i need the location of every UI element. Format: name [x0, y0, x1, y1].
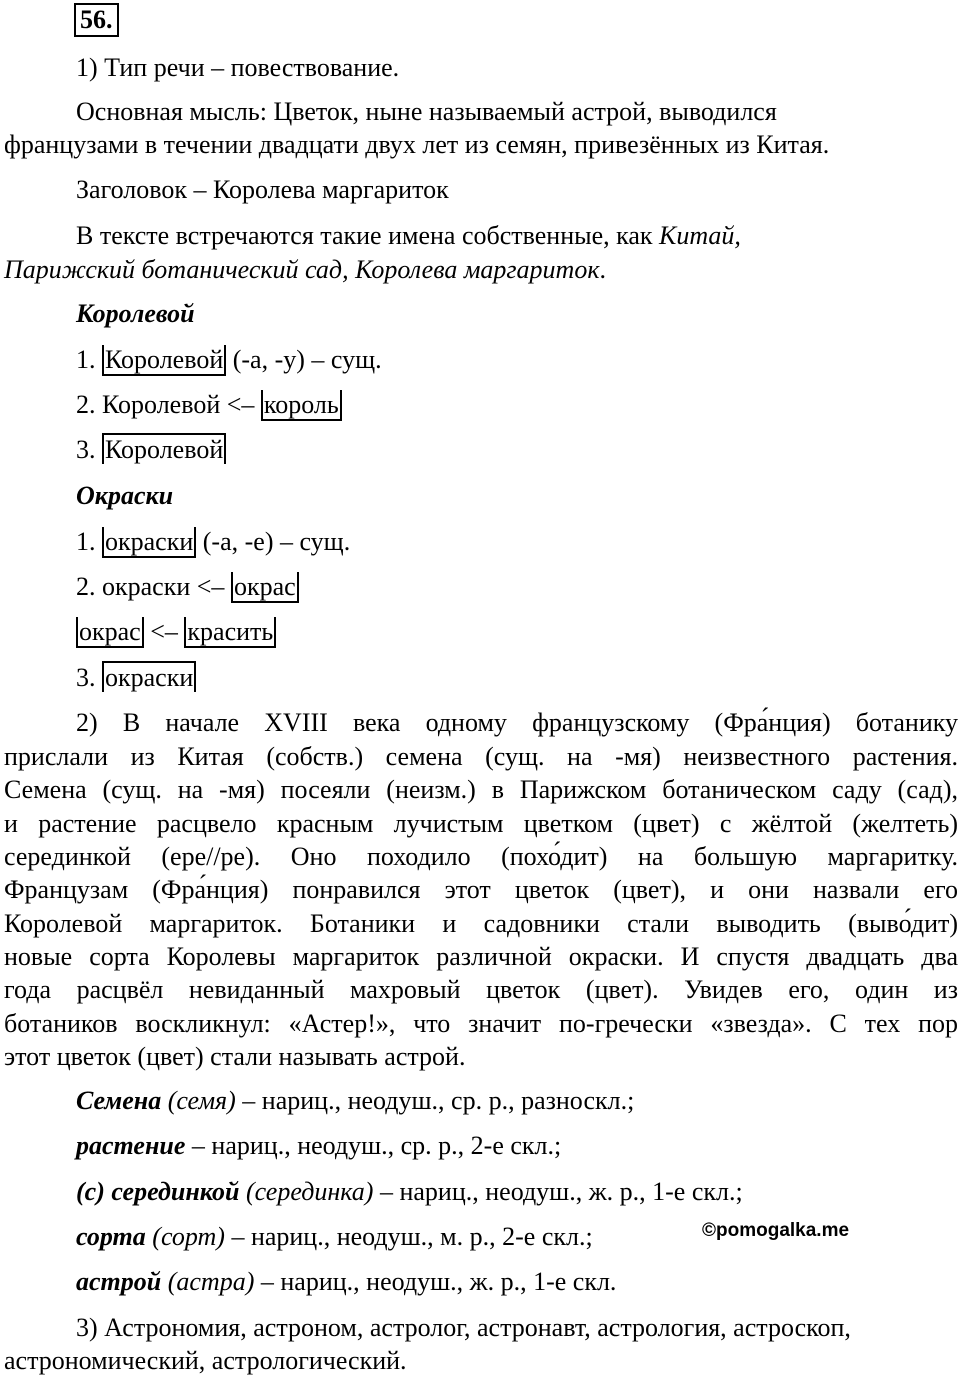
part2-line-6: Французам (Фра́нция) понравился этот цветок (цвет), и они назвали его [4, 875, 958, 904]
proper-names-list: Парижский ботанический сад, Королева маргариток [4, 255, 600, 284]
step-number: 1. [76, 345, 96, 374]
word2-step1-word: окраски [102, 527, 196, 558]
word1-step1 [76, 344, 382, 376]
speech-type: 1) Тип речи – повествование. [76, 53, 400, 82]
morph-description: – нариц., неодуш., ж. р., 1-е скл. [254, 1267, 617, 1296]
exercise-number: 56. [74, 3, 119, 37]
step-number: 1. [76, 527, 96, 556]
word2-step2 [76, 571, 299, 603]
word1-step1-rest: (-а, -у) – сущ. [226, 345, 382, 374]
word2-step2b [76, 616, 276, 648]
part2-line-3: Семена (сущ. на -мя) посеяли (неизм.) в Парижском ботаническом саду (сад), [4, 775, 958, 804]
word2-step2b-word: окрас [76, 617, 144, 648]
derivation-arrow: <– [190, 572, 231, 601]
step-number: 2. [76, 390, 96, 419]
morph-row [76, 1176, 743, 1208]
part2-line-2: прислали из Китая (собств.) семена (сущ. на -мя) неизвестного растения. [4, 742, 958, 771]
step-number: 2. [76, 572, 96, 601]
word1-step2 [76, 389, 342, 421]
watermark: ©pomogalka.me [702, 1220, 850, 1241]
step-number: 3. [76, 435, 96, 464]
morph-description: – нариц., неодуш., м. р., 2-е скл.; [224, 1222, 593, 1251]
word2-step2-word: окраски [102, 572, 191, 601]
word2-step1 [76, 526, 350, 558]
morph-description: – нариц., неодуш., ср. р., разноскл.; [235, 1086, 635, 1115]
derivation-arrow: <– [220, 390, 261, 419]
proper-names-line-2 [4, 254, 606, 286]
word2-heading: Окраски [76, 481, 174, 510]
word1-heading: Королевой [76, 299, 195, 328]
main-idea-line-2: французами в течении двадцати двух лет из семян, привезённых из Китая. [4, 130, 830, 159]
morph-initial-form: (сорт) [152, 1222, 225, 1251]
word1-step3-word: Королевой [102, 433, 226, 464]
morph-word: растение [76, 1131, 186, 1160]
word2-step3 [76, 662, 196, 694]
morph-word: (с) серединкой [76, 1177, 240, 1206]
morph-row [76, 1085, 634, 1117]
title-line: Заголовок – Королева маргариток [76, 175, 449, 204]
part2-line-7: Королевой маргариток. Ботаники и садовники стали выводить (выво́дит) [4, 909, 958, 938]
part2-line-4: и растение расцвело красным лучистым цветком (цвет) с жёлтой (желтеть) [4, 809, 958, 838]
proper-names-intro: В тексте встречаются такие имена собственные, как [76, 221, 660, 250]
part2-line-8: новые сорта Королевы маргариток различной окраски. И спустя двадцать два [4, 942, 958, 971]
morph-description: – нариц., неодуш., ж. р., 1-е скл.; [373, 1177, 743, 1206]
morph-word: Семена [76, 1086, 162, 1115]
word1-step1-word: Королевой [102, 345, 226, 376]
proper-names-line-1 [76, 220, 741, 252]
main-idea-line-1: Основная мысль: Цветок, ныне называемый астрой, выводился [76, 97, 777, 126]
word2-step3-word: окраски [102, 661, 196, 692]
part2-line-5: серединкой (ере//ре). Оно походило (похо́дит) на большую маргаритку. [4, 842, 958, 871]
word2-step2-root: окрас [231, 572, 299, 603]
proper-name-china: Китай, [659, 221, 741, 250]
morph-row [76, 1221, 593, 1253]
word2-step2b-root: красить [184, 617, 276, 648]
morph-word: астрой [76, 1267, 162, 1296]
part2-line-10: ботаников воскликнул: «Астер!», что значит по-гречески «звезда». С тех пор [4, 1009, 958, 1038]
morph-row [76, 1266, 616, 1298]
morph-word: сорта [76, 1222, 146, 1251]
derivation-arrow: <– [143, 617, 185, 646]
part2-line-9: года расцвёл невиданный махровый цветок (цвет). Увидев его, один из [4, 975, 958, 1004]
morph-initial-form: (семя) [167, 1086, 236, 1115]
word1-step2-word: Королевой [102, 390, 221, 419]
step-number: 3. [76, 663, 96, 692]
morph-description: – нариц., неодуш., ср. р., 2-е скл.; [185, 1131, 562, 1160]
word1-step2-root: король [261, 390, 342, 421]
proper-names-end: . [599, 255, 606, 284]
morph-initial-form: (серединка) [245, 1177, 374, 1206]
word2-step1-rest: (-а, -е) – сущ. [196, 527, 351, 556]
part2-line-11: этот цветок (цвет) стали называть астрой. [4, 1042, 466, 1071]
morph-initial-form: (астра) [167, 1267, 255, 1296]
part2-line-1: 2) В начале XVIII века одному французскому (Фра́нция) ботанику [76, 708, 958, 737]
word1-step3 [76, 434, 226, 466]
morph-row [76, 1130, 561, 1162]
part3-line-2: астрономический, астрологический. [4, 1346, 407, 1375]
part3-line-1: 3) Астрономия, астроном, астролог, астронавт, астрология, астроскоп, [76, 1313, 851, 1342]
